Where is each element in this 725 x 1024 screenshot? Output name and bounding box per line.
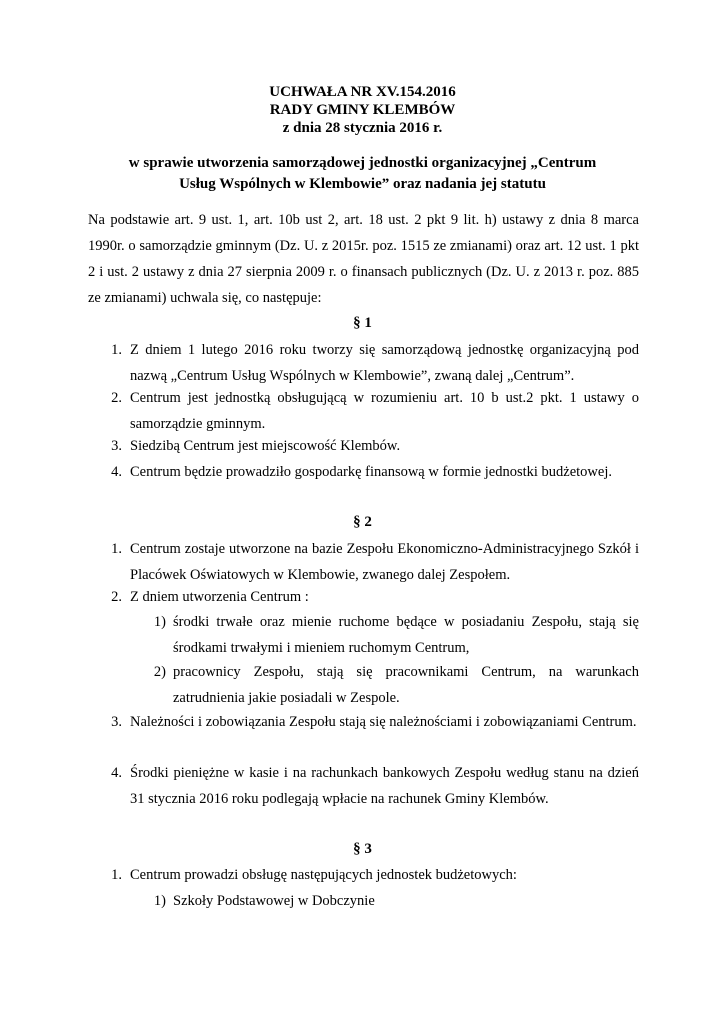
item-number: 4. [111, 464, 122, 480]
item-number: 1. [111, 867, 122, 883]
item-text: Siedzibą Centrum jest miejscowość Klembów. [130, 438, 401, 454]
item-number: 3. [111, 438, 122, 454]
item-number: 1. [111, 342, 122, 358]
item-number: 2. [111, 390, 122, 406]
item-text: Środki pieniężne w kasie i na rachunkach bankowych Zespołu według stanu na dzień 31 stycznia 2016 roku podlegają wpłacie na rachunek Gminy Klembów. [130, 765, 639, 807]
item-number: 2. [111, 589, 122, 605]
item-text: Centrum jest jednostką obsługującą w rozumieniu art. 10 b ust.2 pkt. 1 ustawy o samorządzie gminnym. [130, 390, 639, 432]
item-text: Centrum prowadzi obsługę następujących jednostek budżetowych: [130, 867, 517, 883]
council-name: RADY GMINY KLEMBÓW [269, 102, 456, 118]
item-number: 1. [111, 541, 122, 557]
subitem-number: 1) [153, 893, 166, 909]
item-text: Z dniem utworzenia Centrum : [130, 589, 309, 605]
section-2-title: § 2 [353, 514, 372, 530]
resolution-subject: w sprawie utworzenia samorządowej jednostki organizacyjnej „Centrum Usług Wspólnych w Klembowie” oraz nadania jej statutu [128, 155, 597, 192]
item-text: Z dniem 1 lutego 2016 roku tworzy się samorządową jednostkę organizacyjną pod nazwą „Centrum Usług Wspólnych w Klembowie”, zwaną dalej „Centrum”. [130, 342, 639, 384]
subitem-text: środki trwałe oraz mienie ruchome będące w posiadaniu Zespołu, stają się środkami trwałymi i mieniem ruchomym Centrum, [173, 614, 639, 656]
legal-basis-paragraph: Na podstawie art. 9 ust. 1, art. 10b ust 2, art. 18 ust. 2 pkt 9 lit. h) ustawy z dnia 8 marca 1990r. o samorządzie gminnym (Dz. U. z 2015r. poz. 1515 ze zmianami) oraz art. 12 ust. 1 pkt 2 i ust. 2 ustawy z dnia 27 sierpnia 2009 r. o finansach publicznych (Dz. U. z 2013 r. poz. 885 ze zmianami) uchwala się, co następuje: [88, 212, 639, 306]
section-1-title: § 1 [353, 315, 372, 331]
section-3-title: § 3 [353, 841, 372, 857]
resolution-date: z dnia 28 stycznia 2016 r. [282, 120, 443, 136]
subitem-number: 1) [153, 614, 166, 630]
subitem-number: 2) [153, 664, 166, 680]
subitem-text: Szkoły Podstawowej w Dobczynie [173, 893, 375, 909]
item-text: Centrum zostaje utworzone na bazie Zespołu Ekonomiczno-Administracyjnego Szkół i Placówek Oświatowych w Klembowie, zwanego dalej Zespołem. [130, 541, 639, 583]
item-text: Centrum będzie prowadziło gospodarkę finansową w formie jednostki budżetowej. [130, 464, 612, 480]
item-number: 3. [111, 714, 122, 730]
resolution-number: UCHWAŁA NR XV.154.2016 [269, 84, 456, 100]
item-text: Należności i zobowiązania Zespołu stają się należnościami i zobowiązaniami Centrum. [130, 714, 637, 730]
subitem-text: pracownicy Zespołu, stają się pracownikami Centrum, na warunkach zatrudnienia jakie posiadali w Zespole. [173, 664, 639, 706]
item-number: 4. [111, 765, 122, 781]
